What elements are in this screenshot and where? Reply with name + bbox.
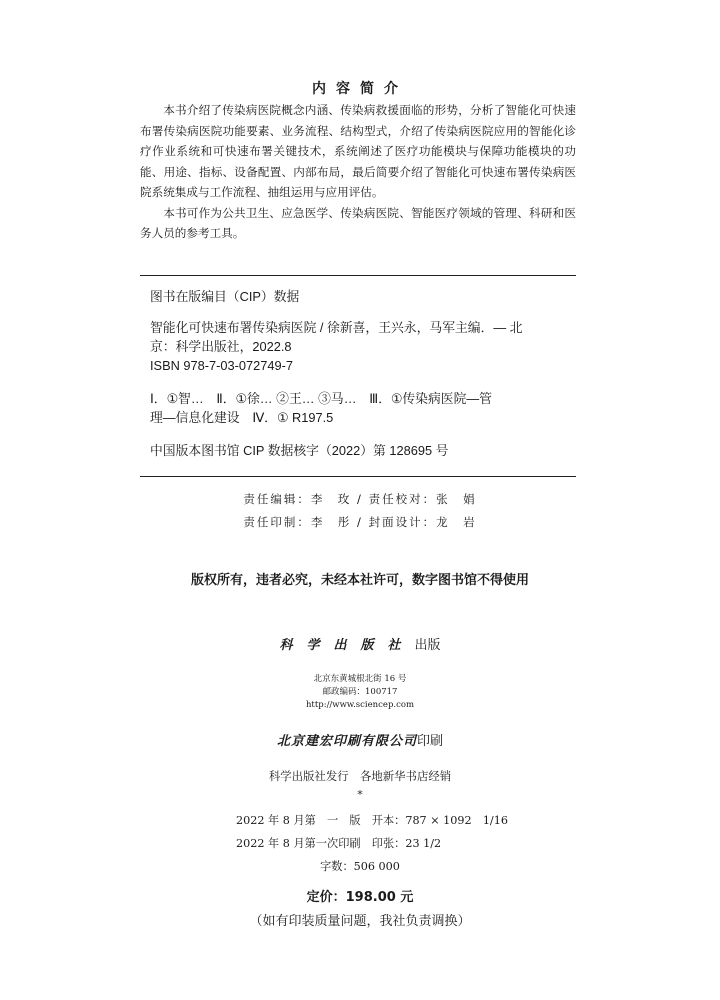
price: 定价：198.00 元 (306, 890, 414, 905)
divider-top (140, 275, 576, 276)
publisher-address: 北京东黄城根北街 16 号 (313, 674, 407, 684)
printer-line (0, 730, 720, 749)
publisher-url: http://www.sciencep.com (305, 700, 415, 710)
cip-isbn: ISBN 978-7-03-072749-7 (150, 358, 293, 373)
cip-book-line: 智能化可快速布署传染病医院 / 徐新喜，王兴永，马军主编．— 北 (150, 320, 523, 335)
cip-heading: 图书在版编目（CIP）数据 (150, 289, 300, 304)
cip-class-block (150, 389, 570, 427)
summary-paragraph: 本书介绍了传染病医院概念内涵、传染病救援面临的形势，分析了智能化可快速布署传染病医院功能要素、业务流程、结构型式，介绍了传染病医院应用的智能化诊疗作业系统和可快速布署关键技术，系统阐述了医疗功能模块与保障功能模块的功能、用途、指标、设备配置、内部布局，最后简要介绍了智能化可快速布署传染病医院系统集成与工作流程、抽组运用与应用评估。 (140, 103, 576, 199)
divider-bottom (140, 476, 576, 477)
edition-line: 2022 年 8 月第 一 版 开本：787 × 1092 1/16 (236, 814, 508, 827)
summary-title: 内容简介 (312, 81, 408, 97)
publisher-line (0, 634, 720, 653)
printing-line: 2022 年 8 月第一次印刷 印张：23 1/2 (236, 837, 442, 850)
publisher-name: 科学出版社 (279, 638, 415, 653)
rights-statement: 版权所有，违者必究，未经本社许可，数字图书馆不得使用 (190, 573, 529, 588)
cip-book-block (150, 318, 570, 375)
staff-credits (0, 488, 720, 534)
separator-asterisk: * (357, 788, 363, 801)
cip-verification: 中国版本图书馆 CIP 数据核字（2022）第 128695 号 (150, 443, 449, 458)
staff-line: 责任编辑：李 玫 / 责任校对：张 娟 (243, 492, 477, 506)
summary-body (140, 100, 576, 244)
cip-book-line: 京：科学出版社，2022.8 (150, 339, 292, 354)
printer-name: 北京建宏印刷有限公司 (276, 734, 417, 749)
word-count: 字数：506 000 (320, 860, 400, 873)
cip-class-line: 理—信息化建设 Ⅳ．① R197.5 (150, 410, 334, 425)
publisher-suffix: 出版 (414, 638, 441, 653)
summary-paragraph: 本书可作为公共卫生、应急医学、传染病医院、智能医疗领域的管理、科研和医务人员的参考工具。 (140, 205, 576, 240)
printer-suffix: 印刷 (417, 734, 444, 749)
staff-line: 责任印制：李 彤 / 封面设计：龙 岩 (243, 515, 477, 529)
publisher-postcode: 邮政编码：100717 (322, 687, 398, 697)
publisher-address-block (0, 673, 720, 712)
cip-class-line: Ⅰ．①智… Ⅱ．①徐… ②王… ③马… Ⅲ．①传染病医院—管 (150, 391, 492, 406)
quality-notice: （如有印装质量问题，我社负责调换） (249, 914, 471, 929)
distribution-line: 科学出版社发行 各地新华书店经销 (268, 769, 452, 783)
